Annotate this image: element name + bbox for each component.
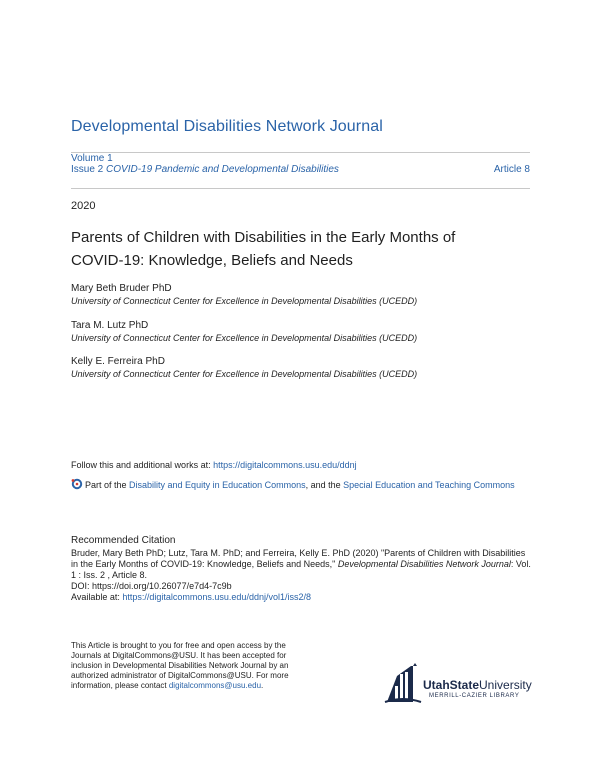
article-number-link[interactable]: Article 8 — [493, 164, 530, 175]
logo-name-a: UtahState — [423, 678, 480, 692]
citation-doi: DOI: https://doi.org/10.26077/e7d4-7c9b — [71, 581, 232, 591]
divider-bottom — [71, 188, 530, 189]
network-icon — [71, 478, 83, 490]
commons-link-special-education[interactable]: Special Education and Teaching Commons — [343, 480, 515, 490]
citation-journal: Developmental Disabilities Network Journal — [337, 559, 511, 569]
publication-year: 2020 — [71, 200, 96, 212]
author-affiliation: University of Connecticut Center for Excellence in Developmental Disabilities (UCEDD) — [71, 369, 418, 379]
notice-text: This Article is brought to you for free and open access by the Journals at DigitalCommons@USU. It has been accepted for inclusion in Developmental Disabilities Network Journal by an authorized administrator of DigitalCommons@USU. For more information, please contact — [71, 641, 289, 690]
citation-volume: : Vol. 1 : Iss. 2 , Article 8. — [71, 559, 531, 580]
citation-block — [71, 548, 531, 603]
article-title: Parents of Children with Disabilities in the Early Months of COVID-19: Knowledge, Beliefs and Needs — [71, 229, 456, 269]
journal-title[interactable]: Developmental Disabilities Network Journal — [71, 118, 383, 135]
commons-link-disability[interactable]: Disability and Equity in Education Commons — [129, 480, 306, 490]
citation-heading: Recommended Citation — [71, 535, 176, 546]
access-notice — [71, 641, 301, 691]
issue-number: Issue 2 — [71, 164, 107, 175]
volume-link[interactable]: Volume 1 — [71, 153, 113, 164]
contact-email-link[interactable]: digitalcommons@usu.edu — [168, 681, 262, 690]
follow-link[interactable]: https://digitalcommons.usu.edu/ddnj — [213, 460, 357, 470]
citation-text: Bruder, Mary Beth PhD; Lutz, Tara M. PhD; and Ferreira, Kelly E. PhD (2020) "Parents of Children with Disabilities in the Early Months of COVID-19: Knowledge, Beliefs and Needs," — [71, 548, 526, 569]
part-of-prefix: Part of the — [85, 480, 130, 490]
author-name: Tara M. Lutz PhD — [71, 320, 149, 331]
notice-end: . — [261, 681, 264, 690]
part-of-line — [71, 478, 521, 493]
part-of-middle: , and the — [305, 480, 344, 490]
author-name: Kelly E. Ferreira PhD — [71, 356, 165, 367]
citation-available-prefix: Available at: — [71, 592, 123, 602]
issue-link[interactable] — [71, 164, 371, 175]
author-name: Mary Beth Bruder PhD — [71, 283, 172, 294]
follow-line — [71, 460, 357, 470]
author-affiliation: University of Connecticut Center for Excellence in Developmental Disabilities (UCEDD) — [71, 333, 418, 343]
follow-text: Follow this and additional works at: — [71, 460, 214, 470]
citation-url-link[interactable]: https://digitalcommons.usu.edu/ddnj/vol1/iss2/8 — [122, 592, 311, 602]
divider-top — [71, 152, 530, 153]
logo-subtitle: MERRILL-CAZIER LIBRARY — [429, 693, 520, 699]
usu-library-logo — [383, 662, 533, 704]
logo-wordmark — [423, 678, 532, 692]
issue-title: COVID-19 Pandemic and Developmental Disabilities — [106, 164, 339, 175]
logo-name-b: University — [479, 678, 532, 692]
author-affiliation: University of Connecticut Center for Excellence in Developmental Disabilities (UCEDD) — [71, 296, 418, 306]
